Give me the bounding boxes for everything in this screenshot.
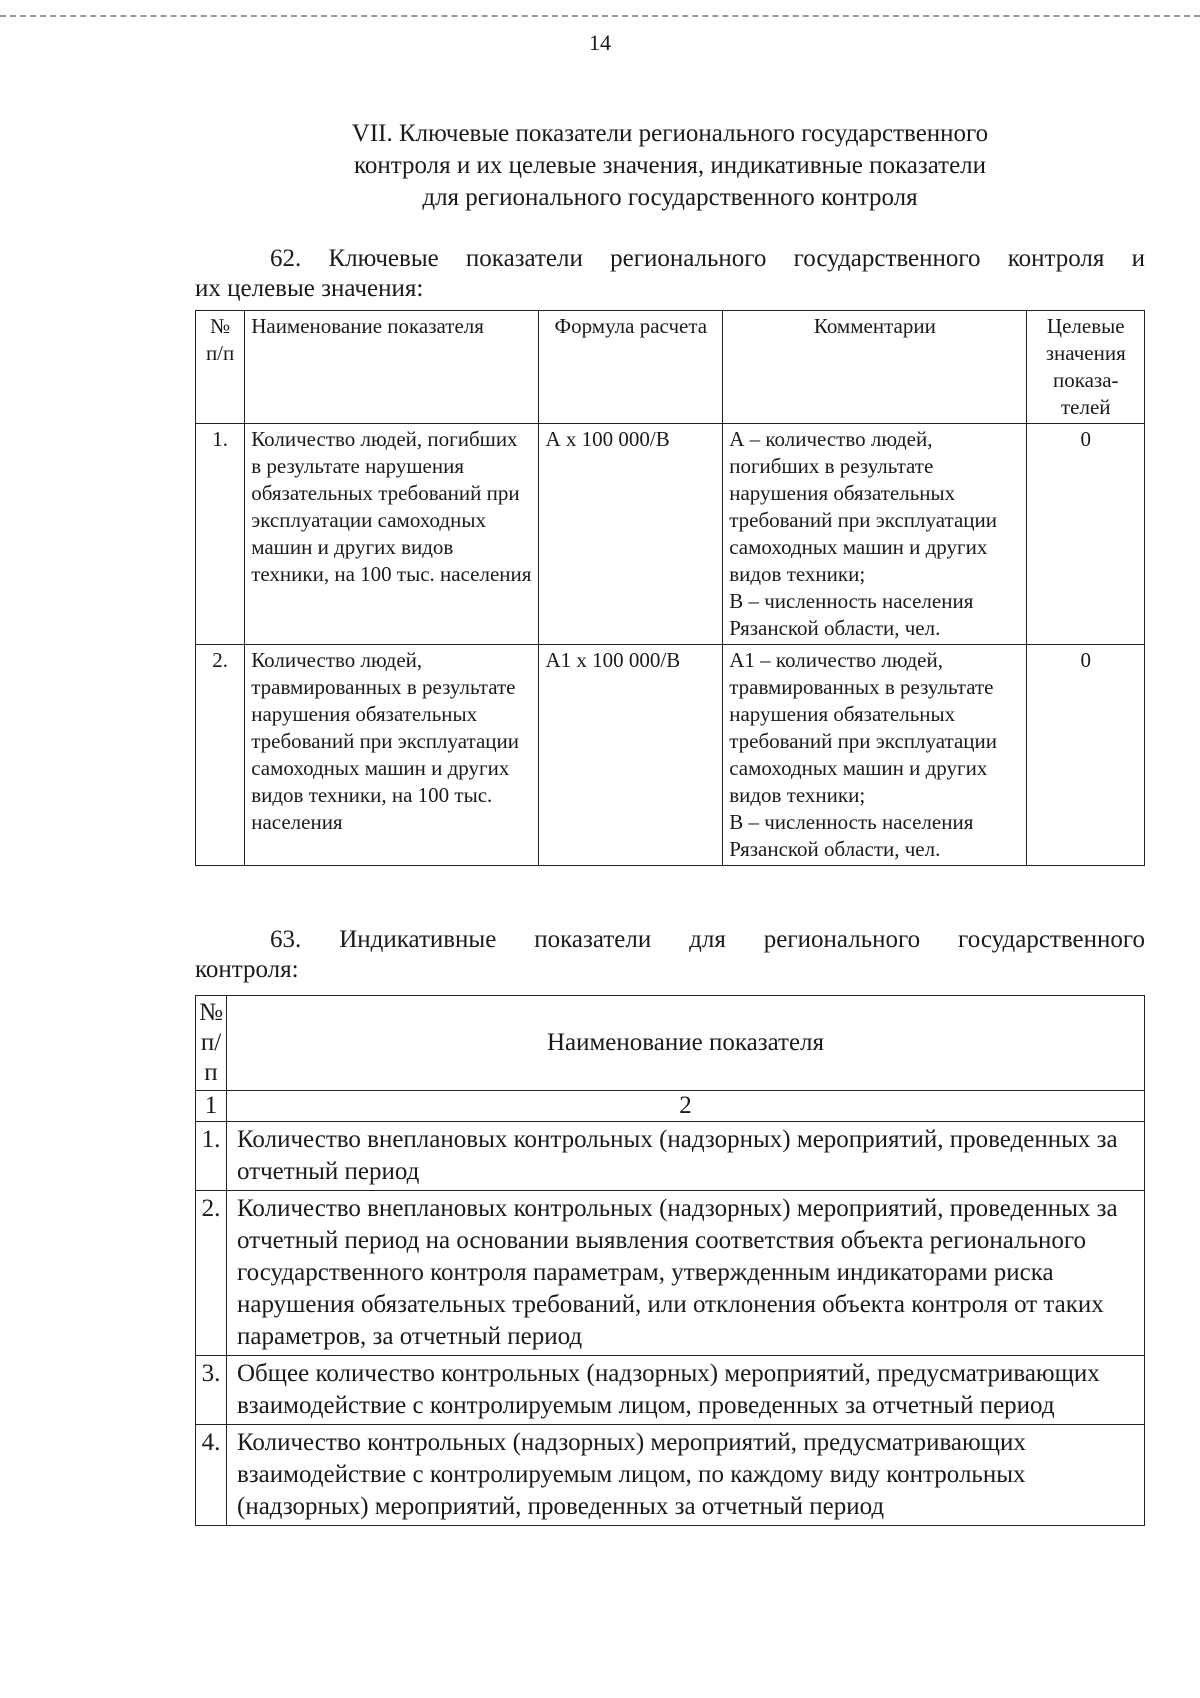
table-header-row — [196, 996, 1145, 1091]
paragraph-line: контроля: — [195, 956, 299, 983]
row-name: Количество внеплановых контрольных (надзорных) мероприятий, проведенных за отчетный период — [227, 1122, 1145, 1191]
header-num: № п/п — [196, 996, 227, 1091]
comment-b: В – численность населения Рязанской области, чел. — [729, 810, 974, 861]
column-number-row — [196, 1091, 1145, 1122]
heading-line: контроля и их целевые значения, индикативные показатели — [353, 152, 987, 179]
row-name: Общее количество контрольных (надзорных) мероприятий, предусматривающих взаимодействие с контролируемым лицом, проведенных за отчетный период — [227, 1356, 1145, 1425]
row-comment — [723, 424, 1027, 645]
key-indicators-table — [195, 310, 1145, 866]
row-name: Количество людей, травмированных в результате нарушения обязательных требований при эксплуатации самоходных машин и других видов техники, на 100 тыс. населения — [245, 645, 539, 866]
table-row — [196, 1191, 1145, 1356]
row-target: 0 — [1027, 424, 1145, 645]
paragraph-63 — [195, 925, 1145, 985]
column-number: 1 — [196, 1091, 227, 1122]
header-formula: Формула расчета — [539, 311, 723, 424]
section-heading — [230, 118, 1110, 214]
paragraph-line: 62. Ключевые показатели регионального государственного контроля и — [270, 245, 1145, 272]
column-number: 2 — [227, 1091, 1145, 1122]
header-target: Целевые значения показа-телей — [1027, 311, 1145, 424]
header-name: Наименование показателя — [227, 996, 1145, 1091]
row-num: 1. — [196, 1122, 227, 1191]
row-formula: А1 х 100 000/В — [539, 645, 723, 866]
comment-b: В – численность населения Рязанской области, чел. — [729, 589, 974, 640]
header-num: № п/п — [196, 311, 245, 424]
row-formula: А х 100 000/В — [539, 424, 723, 645]
row-name: Количество внеплановых контрольных (надзорных) мероприятий, проведенных за отчетный период на основании выявления соответствия объекта регионального государственного контроля параметрам, утвержденным индикаторами риска нарушения обязательных требований, или отклонения объекта контроля от таких параметров, за отчетный период — [227, 1191, 1145, 1356]
comment-a: А – количество людей, погибших в результате нарушения обязательных требований при эксплуатации самоходных машин и других видов техники; — [729, 427, 997, 586]
row-name: Количество людей, погибших в результате нарушения обязательных требований при эксплуатации самоходных машин и других видов техники, на 100 тыс. населения — [245, 424, 539, 645]
row-num: 4. — [196, 1425, 227, 1526]
row-num: 2. — [196, 645, 245, 866]
table-row — [196, 1122, 1145, 1191]
table-header-row — [196, 311, 1145, 424]
header-comment: Комментарии — [723, 311, 1027, 424]
paragraph-62 — [195, 244, 1145, 304]
top-scan-border — [0, 15, 1200, 17]
row-name: Количество контрольных (надзорных) мероприятий, предусматривающих взаимодействие с контролируемым лицом, по каждому виду контрольных (надзорных) мероприятий, проведенных за отчетный период — [227, 1425, 1145, 1526]
table-row — [196, 1425, 1145, 1526]
indicative-indicators-table — [195, 995, 1145, 1526]
row-num: 1. — [196, 424, 245, 645]
header-name: Наименование показателя — [245, 311, 539, 424]
paragraph-line: их целевые значения: — [195, 275, 424, 302]
table-row — [196, 645, 1145, 866]
row-num: 2. — [196, 1191, 227, 1356]
table-row — [196, 1356, 1145, 1425]
row-target: 0 — [1027, 645, 1145, 866]
table-row — [196, 424, 1145, 645]
page-number: 14 — [589, 30, 611, 55]
comment-a: А1 – количество людей, травмированных в результате нарушения обязательных требований при эксплуатации самоходных машин и других видов техники; — [729, 648, 997, 807]
heading-line: VII. Ключевые показатели регионального государственного — [351, 120, 989, 147]
row-comment — [723, 645, 1027, 866]
row-num: 3. — [196, 1356, 227, 1425]
heading-line: для регионального государственного контроля — [422, 184, 918, 211]
paragraph-line: 63. Индикативные показатели для регионального государственного — [270, 926, 1145, 953]
